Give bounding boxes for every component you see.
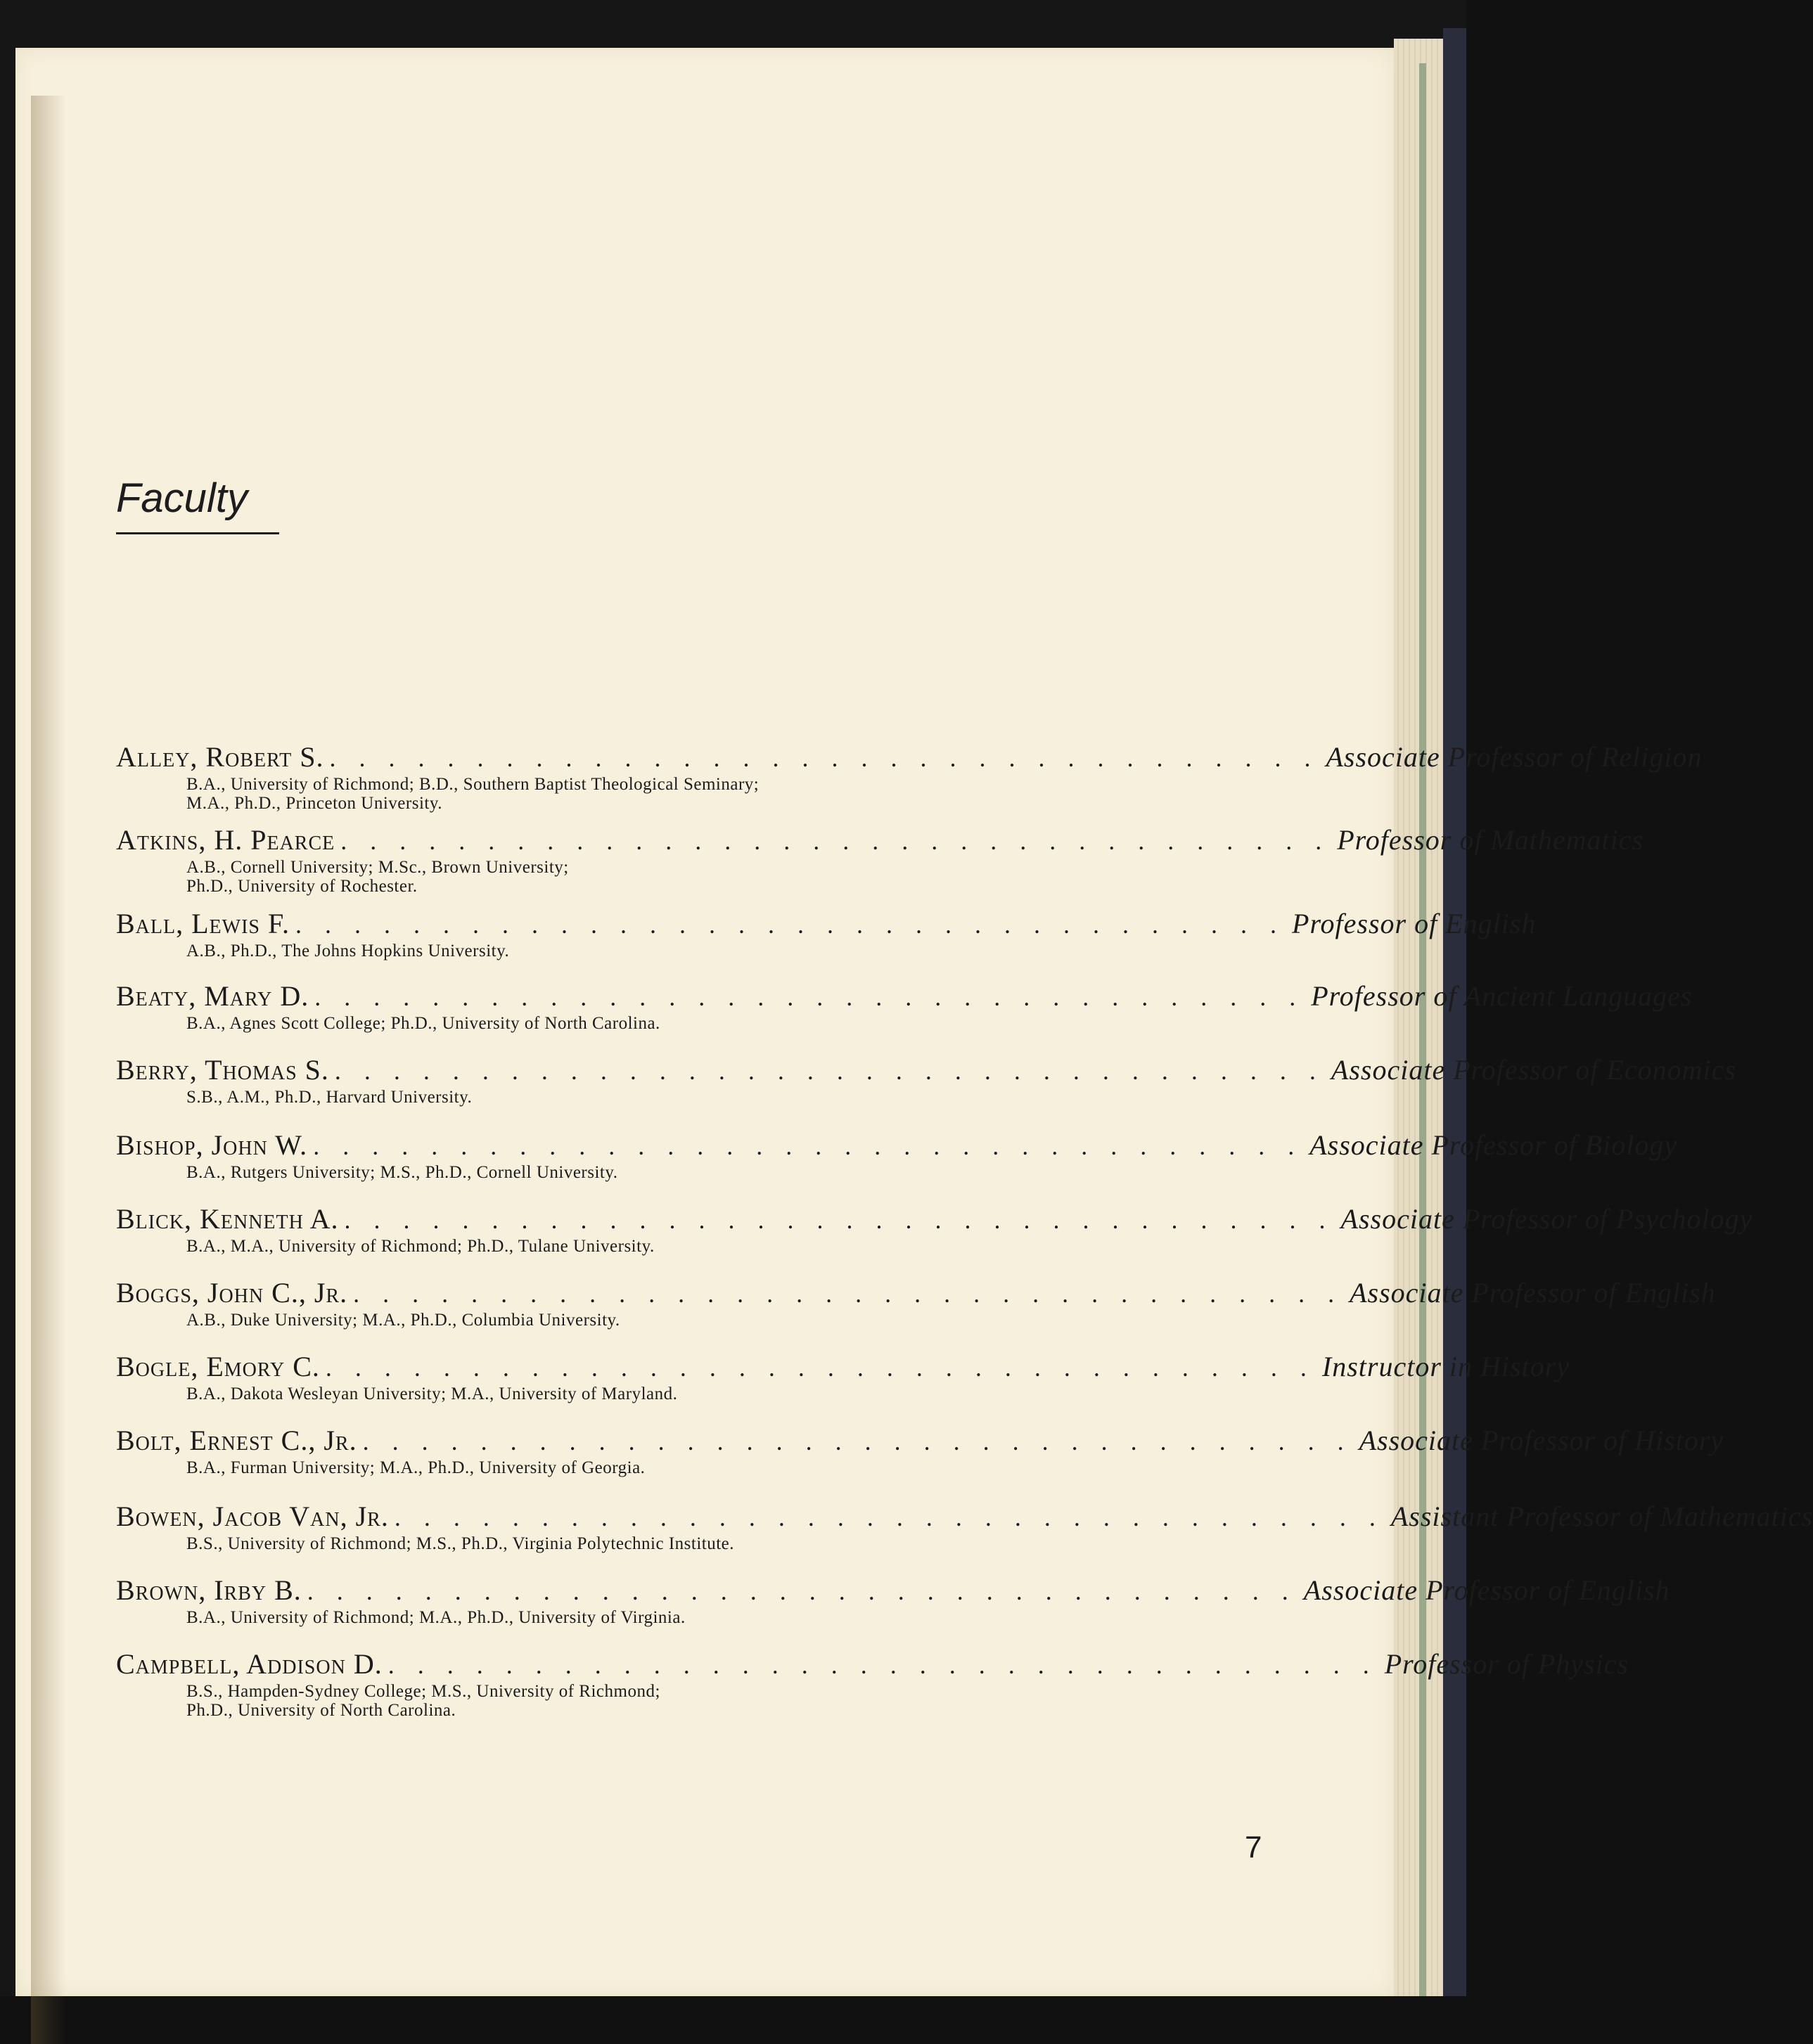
degree-line: B.A., Dakota Wesleyan University; M.A., University of Maryland. xyxy=(186,1384,678,1403)
degree-line: B.A., Agnes Scott College; Ph.D., University of North Carolina. xyxy=(186,1014,660,1033)
faculty-entry xyxy=(116,1573,1670,1627)
faculty-degrees xyxy=(186,1458,1011,1477)
dot-leader: . . . . . . . . . . . . . . . . . . . . . . . . . . . . . . . . . . xyxy=(313,1132,1303,1160)
entry-heading xyxy=(116,1499,1813,1534)
faculty-entry xyxy=(116,1053,1736,1107)
dot-leader: . . . . . . . . . . . . . . . . . . . . . . . . . . . . . . . . . . xyxy=(340,827,1331,855)
faculty-title: Professor of English xyxy=(1292,908,1537,939)
entry-heading xyxy=(116,979,1693,1014)
faculty-name: Bogle, Emory C. xyxy=(116,1351,320,1382)
faculty-entry xyxy=(116,1499,1813,1553)
dot-leader: . . . . . . . . . . . . . . . . . . . . . . . . . . . . . . . . . . xyxy=(394,1503,1384,1531)
faculty-title: Associate Professor of English xyxy=(1350,1277,1716,1309)
degree-line: B.A., M.A., University of Richmond; Ph.D., Tulane University. xyxy=(186,1237,655,1256)
degree-line: A.B., Ph.D., The Johns Hopkins University. xyxy=(186,941,510,960)
entry-heading xyxy=(116,1573,1670,1608)
entry-heading xyxy=(116,740,1703,775)
degree-line: B.A., University of Richmond; M.A., Ph.D., University of Virginia. xyxy=(186,1608,686,1627)
degree-line: B.S., University of Richmond; M.S., Ph.D., Virginia Polytechnic Institute. xyxy=(186,1534,735,1553)
faculty-degrees xyxy=(186,1014,1011,1033)
faculty-name: Alley, Robert S. xyxy=(116,741,324,773)
faculty-entry xyxy=(116,1202,1753,1256)
faculty-degrees xyxy=(186,858,1011,896)
entry-heading xyxy=(116,1349,1570,1384)
dot-leader: . . . . . . . . . . . . . . . . . . . . . . . . . . . . . . . . . . xyxy=(344,1206,1334,1234)
faculty-title: Professor of Ancient Languages xyxy=(1311,980,1693,1012)
faculty-entry xyxy=(116,823,1644,896)
faculty-name: Blick, Kenneth A. xyxy=(116,1203,339,1235)
faculty-title: Associate Professor of History xyxy=(1359,1425,1724,1456)
faculty-name: Bolt, Ernest C., Jr. xyxy=(116,1425,357,1456)
dot-leader: . . . . . . . . . . . . . . . . . . . . . . . . . . . . . . . . . . xyxy=(307,1577,1297,1605)
dot-leader: . . . . . . . . . . . . . . . . . . . . . . . . . . . . . . . . . . xyxy=(295,911,1286,939)
page-number: 7 xyxy=(1245,1830,1262,1865)
degree-line: B.A., University of Richmond; B.D., Southern Baptist Theological Seminary; xyxy=(186,775,760,794)
faculty-degrees xyxy=(186,1088,1011,1107)
degree-line: B.S., Hampden-Sydney College; M.S., University of Richmond; xyxy=(186,1682,660,1701)
faculty-name: Bishop, John W. xyxy=(116,1129,308,1161)
page-gutter-shadow xyxy=(31,96,66,2044)
faculty-degrees xyxy=(186,1163,1011,1182)
entry-heading xyxy=(116,1647,1629,1682)
degree-line: Ph.D., University of Rochester. xyxy=(186,877,418,896)
dot-leader: . . . . . . . . . . . . . . . . . . . . . . . . . . . . . . . . . . xyxy=(334,1057,1324,1085)
page-edge-stripe xyxy=(1419,63,1426,1996)
entry-heading xyxy=(116,1275,1716,1311)
entry-heading xyxy=(116,1423,1724,1458)
page-title: Faculty xyxy=(116,475,248,521)
faculty-entry xyxy=(116,1423,1724,1477)
dot-leader: . . . . . . . . . . . . . . . . . . . . . . . . . . . . . . . . . . xyxy=(329,744,1319,772)
faculty-name: Campbell, Addison D. xyxy=(116,1648,383,1680)
faculty-name: Atkins, H. Pearce xyxy=(116,824,335,856)
faculty-degrees xyxy=(186,775,1011,813)
faculty-degrees xyxy=(186,1608,1011,1627)
faculty-degrees xyxy=(186,1534,1011,1553)
faculty-degrees xyxy=(186,941,1011,960)
faculty-degrees xyxy=(186,1384,1011,1403)
faculty-degrees xyxy=(186,1682,1011,1720)
degree-line: B.A., Furman University; M.A., Ph.D., University of Georgia. xyxy=(186,1458,646,1477)
faculty-title: Associate Professor of Economics xyxy=(1331,1054,1736,1086)
faculty-title: Associate Professor of English xyxy=(1303,1574,1670,1606)
faculty-entry xyxy=(116,740,1703,813)
dot-leader: . . . . . . . . . . . . . . . . . . . . . . . . . . . . . . . . . . xyxy=(362,1427,1352,1455)
faculty-name: Ball, Lewis F. xyxy=(116,908,290,939)
entry-heading xyxy=(116,1202,1753,1237)
degree-line: A.B., Cornell University; M.Sc., Brown University; xyxy=(186,858,569,877)
degree-line: M.A., Ph.D., Princeton University. xyxy=(186,794,442,813)
faculty-entry xyxy=(116,1128,1678,1182)
degree-line: A.B., Duke University; M.A., Ph.D., Columbia University. xyxy=(186,1311,620,1330)
degree-line: S.B., A.M., Ph.D., Harvard University. xyxy=(186,1088,473,1107)
faculty-entry xyxy=(116,979,1693,1033)
faculty-title: Instructor in History xyxy=(1321,1351,1570,1382)
dot-leader: . . . . . . . . . . . . . . . . . . . . . . . . . . . . . . . . . . xyxy=(387,1651,1378,1679)
faculty-title: Professor of Mathematics xyxy=(1337,824,1644,856)
entry-heading xyxy=(116,823,1644,858)
faculty-entry xyxy=(116,1647,1629,1720)
entry-heading xyxy=(116,1128,1678,1163)
faculty-entry xyxy=(116,1275,1716,1330)
dot-leader: . . . . . . . . . . . . . . . . . . . . . . . . . . . . . . . . . . xyxy=(325,1354,1315,1382)
faculty-name: Berry, Thomas S. xyxy=(116,1054,329,1086)
dot-leader: . . . . . . . . . . . . . . . . . . . . . . . . . . . . . . . . . . xyxy=(314,983,1305,1011)
dot-leader: . . . . . . . . . . . . . . . . . . . . . . . . . . . . . . . . . . xyxy=(353,1280,1343,1308)
faculty-entry xyxy=(116,1349,1570,1403)
faculty-name: Bowen, Jacob Van, Jr. xyxy=(116,1500,389,1532)
page-stack-edge xyxy=(1394,39,1443,1996)
faculty-title: Professor of Physics xyxy=(1384,1648,1629,1680)
faculty-name: Boggs, John C., Jr. xyxy=(116,1277,348,1309)
entry-heading xyxy=(116,1053,1736,1088)
degree-line: B.A., Rutgers University; M.S., Ph.D., Cornell University. xyxy=(186,1163,618,1182)
faculty-title: Assistant Professor of Mathematics xyxy=(1390,1500,1813,1532)
faculty-title: Associate Professor of Biology xyxy=(1309,1129,1678,1161)
faculty-degrees xyxy=(186,1237,1011,1256)
faculty-entry xyxy=(116,906,1537,960)
faculty-name: Brown, Irby B. xyxy=(116,1574,302,1606)
title-underline xyxy=(116,532,279,534)
degree-line: Ph.D., University of North Carolina. xyxy=(186,1701,456,1720)
faculty-title: Associate Professor of Religion xyxy=(1326,741,1703,773)
faculty-title: Associate Professor of Psychology xyxy=(1340,1203,1753,1235)
faculty-name: Beaty, Mary D. xyxy=(116,980,309,1012)
faculty-degrees xyxy=(186,1311,1011,1330)
entry-heading xyxy=(116,906,1537,941)
